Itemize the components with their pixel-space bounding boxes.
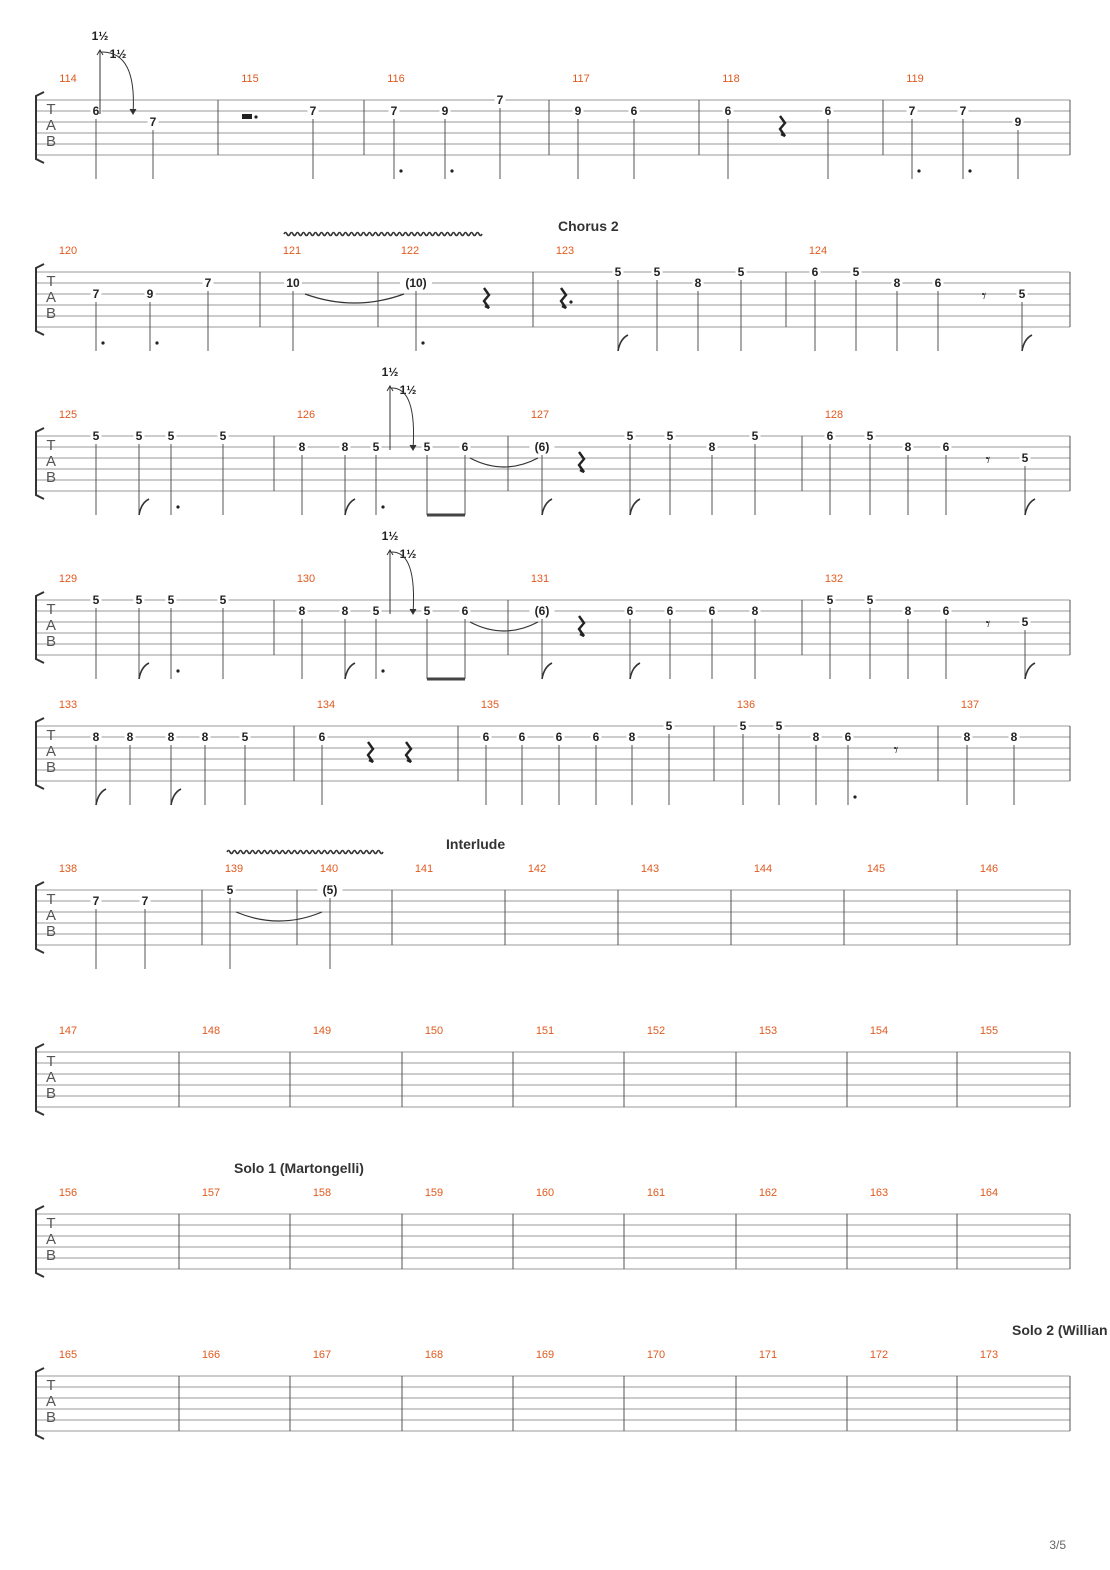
tab-clef-letter: T: [46, 727, 56, 744]
note-flag: [542, 499, 552, 515]
measure-number: 145: [866, 863, 886, 875]
fret-number: 5: [219, 429, 227, 443]
fret-number: 6: [92, 104, 100, 118]
note-flag: [96, 789, 106, 805]
fret-number: 5: [167, 593, 175, 607]
measure-number: 135: [480, 699, 500, 711]
note-flag: [345, 499, 355, 515]
measure-number: 137: [960, 699, 980, 711]
fret-number: 6: [630, 104, 638, 118]
release-arrow: [102, 52, 133, 114]
tab-clef-letter: B: [45, 133, 57, 150]
fret-number: 5: [423, 440, 431, 454]
note-flag: [1025, 499, 1035, 515]
tab-clef-letter: B: [45, 469, 57, 486]
fret-number: 6: [826, 429, 834, 443]
staff-svg: [0, 826, 1110, 986]
fret-number: 8: [92, 730, 100, 744]
fret-number: 7: [149, 115, 157, 129]
fret-number: 8: [341, 604, 349, 618]
vibrato-line: [227, 851, 383, 854]
measure-number: 165: [58, 1349, 78, 1361]
fret-number: 5: [135, 593, 143, 607]
fret-number: 5: [614, 265, 622, 279]
rest-dot: [569, 300, 572, 303]
tab-clef-letter: A: [45, 453, 57, 470]
section-label-solo-2: Solo 2 (Willian: [1012, 1322, 1108, 1338]
rest-dot: [254, 115, 257, 118]
fret-number: 8: [167, 730, 175, 744]
measure-number: 156: [58, 1187, 78, 1199]
note-dot: [101, 341, 104, 344]
fret-number: 10: [286, 276, 300, 290]
fret-number: 8: [694, 276, 702, 290]
tab-clef-letter: A: [45, 1231, 57, 1248]
tab-clef-letter: A: [45, 1393, 57, 1410]
fret-number: 6: [592, 730, 600, 744]
measure-number: 155: [979, 1025, 999, 1037]
fret-number: 5: [135, 429, 143, 443]
fret-number: 5: [866, 429, 874, 443]
measure-number: 141: [414, 863, 434, 875]
fret-number: 7: [309, 104, 317, 118]
staff-bracket: [36, 1368, 44, 1439]
fret-number: 6: [666, 604, 674, 618]
fret-number: 6: [942, 604, 950, 618]
tab-clef-letter: T: [46, 273, 56, 290]
measure-number: 127: [530, 409, 550, 421]
note-flag: [1022, 335, 1032, 351]
fret-number: 7: [959, 104, 967, 118]
note-flag: [139, 499, 149, 515]
fret-number: 8: [893, 276, 901, 290]
section-label-chorus-2: Chorus 2: [558, 218, 619, 234]
fret-number: 5: [751, 429, 759, 443]
measure-number: 136: [736, 699, 756, 711]
fret-number: 8: [708, 440, 716, 454]
measure-number: 123: [555, 245, 575, 257]
fret-number: 7: [496, 93, 504, 107]
measure-number: 171: [758, 1349, 778, 1361]
fret-number: (10): [405, 276, 427, 290]
fret-number: 8: [963, 730, 971, 744]
fret-number: 8: [298, 604, 306, 618]
fret-number: 6: [724, 104, 732, 118]
fret-number: 5: [372, 604, 380, 618]
tab-clef-letter: B: [45, 305, 57, 322]
tie-arc: [305, 294, 404, 303]
tab-clef-letter: B: [45, 923, 57, 940]
tab-clef-letter: B: [45, 759, 57, 776]
staff-svg: [0, 29, 1110, 200]
measure-number: 116: [387, 73, 405, 85]
note-dot: [381, 505, 384, 508]
measure-number: 133: [58, 699, 78, 711]
tab-clef-letter: B: [45, 1409, 57, 1426]
note-dot: [421, 341, 424, 344]
measure-number: 168: [424, 1349, 444, 1361]
measure-number: 154: [869, 1025, 889, 1037]
staff-svg: [0, 1150, 1110, 1290]
bend-label: 1½: [381, 529, 399, 543]
fret-number: (6): [534, 440, 550, 454]
fret-number: 5: [1021, 615, 1029, 629]
release-arrow: [392, 552, 414, 614]
staff-bracket: [36, 264, 44, 335]
fret-number: 6: [811, 265, 819, 279]
tab-clef-letter: A: [45, 117, 57, 134]
eighth-rest: 𝄾: [985, 450, 991, 470]
staff-bracket: [36, 92, 44, 163]
note-flag: [542, 663, 552, 679]
fret-number: 6: [844, 730, 852, 744]
note-dot: [917, 169, 920, 172]
tie-arc: [236, 912, 322, 921]
eighth-rest: 𝄾: [981, 286, 987, 306]
fret-number: 6: [482, 730, 490, 744]
half-rest: [242, 114, 252, 119]
fret-number: 8: [341, 440, 349, 454]
fret-number: 6: [318, 730, 326, 744]
fret-number: 9: [574, 104, 582, 118]
tie-arc: [470, 622, 538, 631]
release-label: 1½: [399, 383, 417, 397]
measure-number: 173: [979, 1349, 999, 1361]
measure-number: 166: [201, 1349, 221, 1361]
bend-label: 1½: [381, 365, 399, 379]
measure-number: 149: [312, 1025, 332, 1037]
note-flag: [139, 663, 149, 679]
section-label-solo-1: Solo 1 (Martongelli): [234, 1160, 364, 1176]
fret-number: 5: [626, 429, 634, 443]
note-flag: [618, 335, 628, 351]
fret-number: 5: [666, 429, 674, 443]
fret-number: 6: [708, 604, 716, 618]
section-label-interlude: Interlude: [446, 836, 506, 852]
measure-number: 134: [316, 699, 336, 711]
fret-number: 5: [1018, 287, 1026, 301]
measure-number: 144: [753, 863, 773, 875]
fret-number: 5: [866, 593, 874, 607]
measure-number: 126: [296, 409, 316, 421]
fret-number: 9: [146, 287, 154, 301]
measure-number: 148: [201, 1025, 221, 1037]
release-arrow: [392, 388, 414, 450]
measure-number: 124: [808, 245, 828, 257]
tab-clef-letter: T: [46, 1215, 56, 1232]
fret-number: 5: [226, 883, 234, 897]
fret-number: 8: [126, 730, 134, 744]
measure-number: 157: [201, 1187, 221, 1199]
staff-bracket: [36, 718, 44, 789]
measure-number: 150: [424, 1025, 444, 1037]
measure-number: 114: [59, 73, 77, 85]
tab-clef-letter: B: [45, 1085, 57, 1102]
tab-clef-letter: A: [45, 907, 57, 924]
note-dot: [450, 169, 453, 172]
fret-number: 7: [92, 287, 100, 301]
measure-number: 131: [530, 573, 550, 585]
note-flag: [345, 663, 355, 679]
measure-number: 164: [979, 1187, 999, 1199]
tab-clef-letter: B: [45, 1247, 57, 1264]
tab-clef-letter: T: [46, 1377, 56, 1394]
fret-number: 5: [241, 730, 249, 744]
fret-number: 7: [204, 276, 212, 290]
measure-number: 115: [241, 73, 259, 85]
fret-number: 5: [167, 429, 175, 443]
tab-clef-letter: A: [45, 617, 57, 634]
note-flag: [1025, 663, 1035, 679]
eighth-rest: 𝄾: [893, 740, 899, 760]
fret-number: 5: [737, 265, 745, 279]
eighth-rest: 𝄾: [985, 614, 991, 634]
staff-bracket: [36, 428, 44, 499]
note-dot: [399, 169, 402, 172]
measure-number: 117: [572, 73, 590, 85]
fret-number: 9: [1014, 115, 1022, 129]
staff-svg: [0, 698, 1110, 828]
measure-number: 140: [319, 863, 339, 875]
tab-clef-letter: A: [45, 743, 57, 760]
note-dot: [155, 341, 158, 344]
fret-number: 5: [852, 265, 860, 279]
measure-number: 151: [535, 1025, 555, 1037]
fret-number: 7: [92, 894, 100, 908]
fret-number: 9: [441, 104, 449, 118]
release-label: 1½: [109, 47, 127, 61]
staff-svg: [0, 208, 1110, 368]
fret-number: 6: [461, 604, 469, 618]
fret-number: 5: [219, 593, 227, 607]
fret-number: 7: [141, 894, 149, 908]
fret-number: 5: [826, 593, 834, 607]
measure-number: 121: [282, 245, 302, 257]
measure-number: 139: [224, 863, 244, 875]
fret-number: 6: [626, 604, 634, 618]
measure-number: 130: [296, 573, 316, 585]
fret-number: 7: [390, 104, 398, 118]
note-dot: [381, 669, 384, 672]
note-dot: [176, 669, 179, 672]
staff-svg: [0, 365, 1110, 530]
fret-number: 6: [518, 730, 526, 744]
fret-number: 5: [739, 719, 747, 733]
fret-number: 5: [653, 265, 661, 279]
fret-number: 8: [812, 730, 820, 744]
tab-clef-letter: B: [45, 633, 57, 650]
tab-clef-letter: T: [46, 891, 56, 908]
tie-arc: [470, 458, 538, 467]
fret-number: 6: [461, 440, 469, 454]
tab-clef-letter: T: [46, 601, 56, 618]
measure-number: 146: [979, 863, 999, 875]
fret-number: 8: [201, 730, 209, 744]
measure-number: 163: [869, 1187, 889, 1199]
fret-number: 7: [908, 104, 916, 118]
staff-bracket: [36, 1044, 44, 1115]
fret-number: 8: [628, 730, 636, 744]
bend-label: 1½: [91, 29, 109, 43]
fret-number: 8: [904, 440, 912, 454]
measure-number: 128: [824, 409, 844, 421]
measure-number: 158: [312, 1187, 332, 1199]
fret-number: 5: [92, 593, 100, 607]
measure-number: 142: [527, 863, 547, 875]
vibrato-line: [284, 233, 482, 236]
measure-number: 143: [640, 863, 660, 875]
note-flag: [171, 789, 181, 805]
fret-number: 5: [423, 604, 431, 618]
fret-number: 6: [942, 440, 950, 454]
page-number: 3/5: [1049, 1538, 1066, 1552]
fret-number: 6: [934, 276, 942, 290]
measure-number: 138: [58, 863, 78, 875]
measure-number: 172: [869, 1349, 889, 1361]
fret-number: 8: [751, 604, 759, 618]
staff-svg: [0, 1020, 1110, 1140]
note-flag: [630, 499, 640, 515]
fret-number: 6: [555, 730, 563, 744]
tab-clef-letter: T: [46, 437, 56, 454]
release-label: 1½: [399, 547, 417, 561]
measure-number: 147: [58, 1025, 78, 1037]
measure-number: 120: [58, 245, 78, 257]
measure-number: 159: [424, 1187, 444, 1199]
tab-clef-letter: T: [46, 1053, 56, 1070]
measure-number: 122: [400, 245, 420, 257]
fret-number: 5: [665, 719, 673, 733]
fret-number: 8: [904, 604, 912, 618]
staff-bracket: [36, 882, 44, 953]
staff-bracket: [36, 592, 44, 663]
measure-number: 132: [824, 573, 844, 585]
staff-svg: [0, 529, 1110, 694]
measure-number: 170: [646, 1349, 666, 1361]
fret-number: (5): [322, 883, 338, 897]
measure-number: 118: [722, 73, 740, 85]
measure-number: 129: [58, 573, 78, 585]
measure-number: 119: [906, 73, 924, 85]
fret-number: 5: [1021, 451, 1029, 465]
tab-clef-letter: A: [45, 289, 57, 306]
note-dot: [968, 169, 971, 172]
fret-number: 5: [372, 440, 380, 454]
measure-number: 167: [312, 1349, 332, 1361]
fret-number: 5: [775, 719, 783, 733]
staff-bracket: [36, 1206, 44, 1277]
note-dot: [853, 795, 856, 798]
measure-number: 152: [646, 1025, 666, 1037]
measure-number: 125: [58, 409, 78, 421]
note-flag: [630, 663, 640, 679]
measure-number: 153: [758, 1025, 778, 1037]
measure-number: 162: [758, 1187, 778, 1199]
fret-number: (6): [534, 604, 550, 618]
measure-number: 160: [535, 1187, 555, 1199]
fret-number: 5: [92, 429, 100, 443]
measure-number: 169: [535, 1349, 555, 1361]
tab-clef-letter: T: [46, 101, 56, 118]
fret-number: 8: [298, 440, 306, 454]
note-dot: [176, 505, 179, 508]
measure-number: 161: [646, 1187, 666, 1199]
fret-number: 8: [1010, 730, 1018, 744]
tab-clef-letter: A: [45, 1069, 57, 1086]
staff-svg: [0, 1312, 1110, 1452]
fret-number: 6: [824, 104, 832, 118]
